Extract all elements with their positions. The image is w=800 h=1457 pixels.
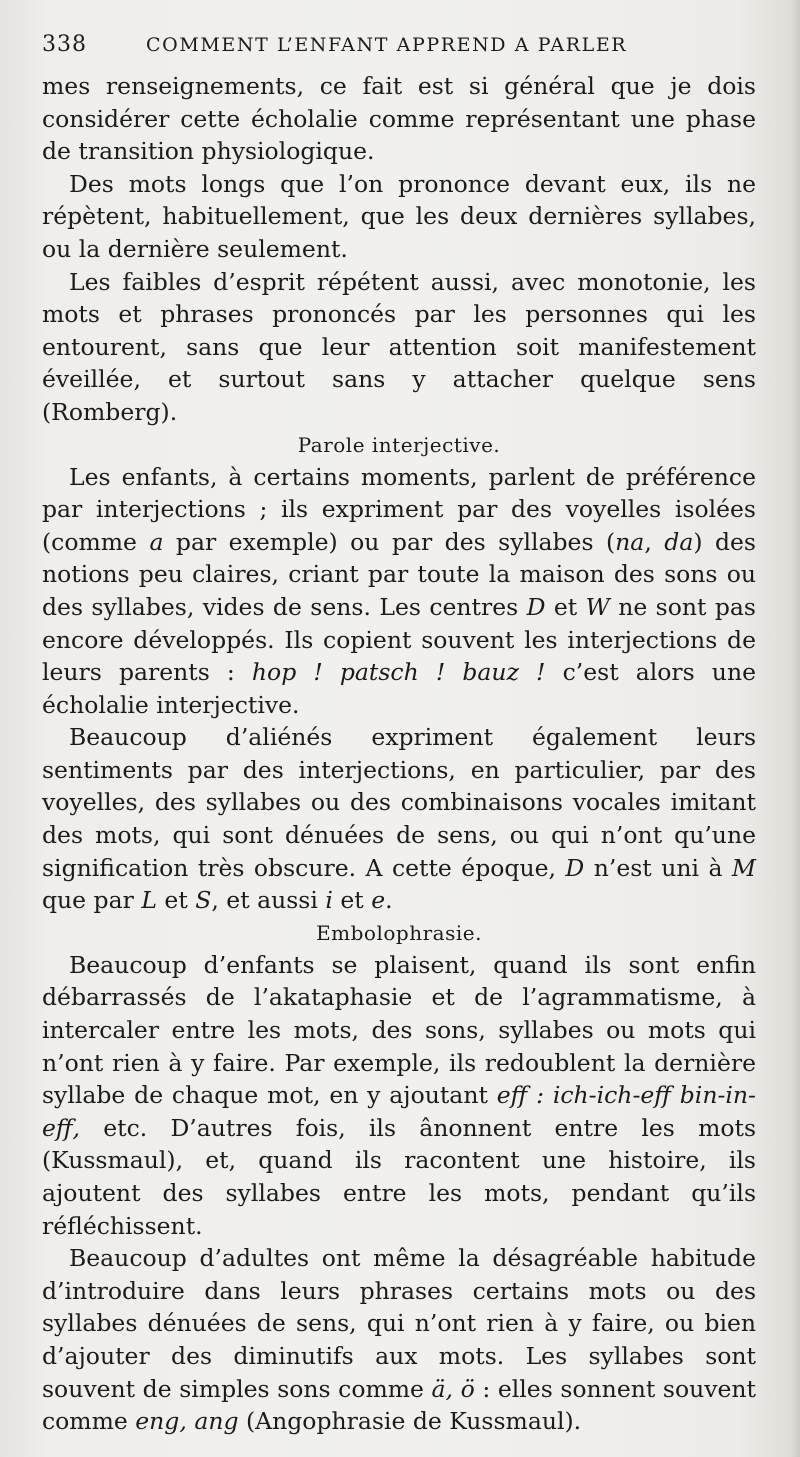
- italic-term: S: [195, 886, 212, 915]
- running-head: COMMENT L’ENFANT APPREND A PARLER: [146, 34, 628, 56]
- text-run: , et aussi: [211, 886, 326, 915]
- paragraph-7: [42, 1242, 756, 1438]
- italic-term: ang: [194, 1407, 239, 1436]
- page-header: [42, 30, 750, 70]
- italic-term: e: [371, 886, 386, 915]
- italic-term: W: [585, 592, 610, 621]
- text-run: Beaucoup d’enfants se plaisent, quand ils sont enfin débarrassés de l’akataphasie et de l’agrammatisme, à intercaler entre les mots, des sons, syllabes ou mots qui n’ont rien à y faire. Par exemple, ils redoublent la dernière syllabe de chaque mot, en y ajoutant: [42, 950, 756, 1110]
- page-number: 338: [42, 32, 87, 57]
- text-run: que par: [42, 886, 142, 915]
- text-run: c’est alors une écholalie interjective.: [42, 658, 756, 719]
- italic-term: hop ! patsch ! bauz !: [251, 658, 546, 687]
- text-run: etc. D’autres fois, ils ânonnent entre les mots (Kussmaul), et, quand ils racontent une histoire, ils ajoutent des syllabes entre les mots, pendant qu’ils réfléchissent.: [42, 1113, 756, 1240]
- text-run: par exemple) ou par des syllabes (: [163, 527, 616, 556]
- page-edge-shadow: [790, 0, 800, 1457]
- paragraph-1: mes renseignements, ce fait est si général que je dois considérer cette écholalie comme représentant une phase de transition physiologique.: [42, 72, 756, 166]
- text-run: ne sont pas encore développés. Ils copient souvent les interjections de leurs parents :: [42, 592, 756, 687]
- paragraph-4: [42, 461, 756, 722]
- body-text: [42, 70, 756, 1438]
- text-run: [544, 1081, 553, 1109]
- paragraph-6: [42, 949, 756, 1242]
- italic-term: D: [565, 853, 585, 882]
- text-run: (Angophrasie de Kussmaul).: [238, 1407, 582, 1436]
- text-run: et: [332, 886, 372, 915]
- italic-term: na: [615, 527, 645, 556]
- italic-term: D: [526, 592, 546, 621]
- italic-term: eff :: [496, 1081, 545, 1110]
- section-heading-embolophrasie: Embolophrasie.: [316, 920, 482, 945]
- text-run: et: [156, 886, 196, 915]
- section-heading-parole-interjective: Parole interjective.: [297, 432, 501, 457]
- italic-term: L: [141, 886, 157, 915]
- paragraph-3: Les faibles d’esprit répétent aussi, avec monotonie, les mots et phrases prononcés par les personnes qui les entourent, sans que leur attention soit manifestement éveillée, et surtout sans y attacher quelque sens (Romberg).: [42, 267, 756, 426]
- text-run: : elles sonnent souvent comme: [42, 1374, 756, 1436]
- text-run: Les enfants, à certains moments, parlent de préférence par interjections ; ils expriment par des voyelles isolées (comme: [42, 462, 756, 556]
- italic-term: eng,: [135, 1407, 187, 1436]
- text-run: et: [545, 592, 586, 621]
- italic-term: i: [325, 886, 333, 915]
- italic-term: ich-ich-eff bin-in-eff,: [42, 1081, 756, 1142]
- text-run: ) des notions peu claires, criant par toute la maison des sons ou des syllabes, vides de sens. Les centres: [42, 527, 756, 621]
- text-run: n’est uni à: [584, 853, 732, 882]
- paragraph-5: [42, 721, 756, 917]
- text-run: ,: [644, 527, 665, 556]
- italic-term: a: [149, 527, 164, 556]
- italic-term: da: [664, 527, 694, 556]
- italic-term: ä, ö: [431, 1374, 475, 1403]
- text-run: Beaucoup d’adultes ont même la désagréable habitude d’introduire dans leurs phrases certains mots ou des syllabes dénuées de sens, qui n’ont rien à y faire, ou bien d’ajouter des diminutifs aux mots. Les syllabes sont souvent de simples sons comme: [42, 1244, 756, 1403]
- paragraph-2: Des mots longs que l’on prononce devant eux, ils ne répètent, habituellement, que les deux dernières syllabes, ou la dernière seulement.: [42, 169, 756, 263]
- text-run: Beaucoup d’aliénés expriment également leurs sentiments par des interjections, en particulier, par des voyelles, des syllabes ou des combinaisons vocales imitant des mots, qui sont dénuées de sens, ou qui n’ont qu’une signification très obscure. A cette époque,: [42, 723, 756, 882]
- italic-term: M: [731, 853, 756, 882]
- text-run: .: [385, 886, 393, 915]
